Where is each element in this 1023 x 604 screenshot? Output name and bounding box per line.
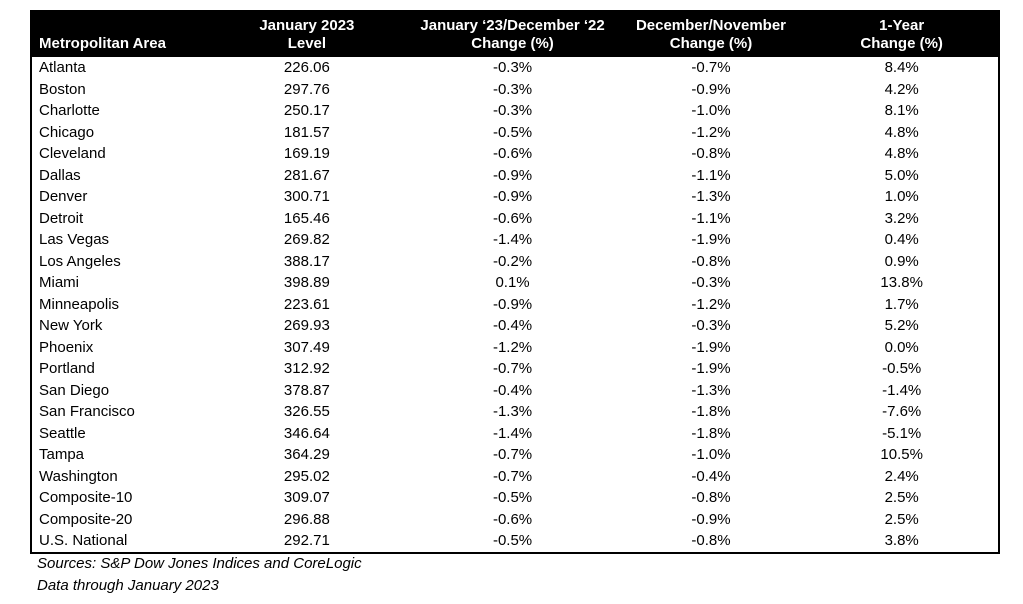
metro-area-cell: San Francisco bbox=[39, 403, 135, 420]
value-cell: 3.8% bbox=[884, 532, 919, 549]
header-label-line1: January ‘23/December ‘22 bbox=[420, 17, 605, 34]
table-row bbox=[31, 294, 999, 316]
value-cell: -0.5% bbox=[492, 532, 533, 549]
value-cell: -1.3% bbox=[691, 188, 731, 205]
table-row bbox=[31, 79, 999, 101]
table-row bbox=[31, 165, 999, 187]
value-cell: -0.5% bbox=[492, 123, 533, 141]
value-cell: 309.07 bbox=[283, 489, 330, 506]
value-cell: 269.93 bbox=[283, 317, 330, 334]
value-cell: 312.92 bbox=[283, 360, 330, 377]
value-cell: -1.4% bbox=[492, 424, 533, 442]
metro-area-cell: Denver bbox=[39, 188, 88, 205]
table-row bbox=[31, 530, 999, 553]
value-cell: -0.6% bbox=[492, 209, 533, 227]
table-row bbox=[31, 208, 999, 230]
header-dec-nov-change bbox=[617, 11, 806, 57]
value-cell: 1.0% bbox=[884, 188, 919, 205]
value-cell: -0.6% bbox=[492, 145, 533, 162]
value-cell: -0.4% bbox=[492, 381, 533, 399]
value-cell: 169.19 bbox=[283, 145, 330, 162]
value-cell: -0.7% bbox=[691, 59, 731, 76]
value-cell: 0.1% bbox=[495, 274, 530, 291]
value-cell: 364.29 bbox=[283, 446, 330, 463]
value-cell: -1.8% bbox=[691, 403, 731, 420]
value-cell: -0.8% bbox=[691, 489, 731, 506]
value-cell: 165.46 bbox=[283, 209, 330, 227]
value-cell: 269.82 bbox=[283, 231, 330, 248]
table-row bbox=[31, 358, 999, 380]
value-cell: 307.49 bbox=[283, 338, 330, 356]
header-label-line2: Change (%) bbox=[860, 35, 943, 52]
value-cell: -0.6% bbox=[492, 510, 533, 528]
header-label-line2: Level bbox=[287, 35, 327, 52]
value-cell: 0.4% bbox=[884, 231, 919, 248]
metro-area-cell: U.S. National bbox=[39, 532, 128, 549]
metro-area-cell: Composite-20 bbox=[39, 510, 133, 528]
value-cell: -0.3% bbox=[691, 317, 731, 334]
header-row bbox=[31, 11, 999, 57]
table-row bbox=[31, 57, 999, 79]
metro-area-cell: Los Angeles bbox=[39, 252, 121, 270]
table-row bbox=[31, 251, 999, 273]
value-cell: 4.2% bbox=[884, 80, 919, 98]
metro-area-cell: Phoenix bbox=[39, 338, 94, 356]
table-header bbox=[31, 11, 999, 57]
footnotes bbox=[37, 553, 362, 597]
metro-area-cell: Composite-10 bbox=[39, 489, 133, 506]
table-body bbox=[31, 57, 999, 553]
value-cell: 2.5% bbox=[884, 510, 919, 528]
value-cell: 388.17 bbox=[283, 252, 330, 270]
value-cell: -0.3% bbox=[492, 80, 533, 98]
table-row bbox=[31, 272, 999, 294]
metro-area-cell: Tampa bbox=[39, 446, 85, 463]
value-cell: 4.8% bbox=[884, 123, 919, 141]
table-row bbox=[31, 100, 999, 122]
value-cell: -1.9% bbox=[691, 231, 731, 248]
header-label: Metropolitan Area bbox=[39, 35, 166, 52]
value-cell: 2.4% bbox=[884, 467, 919, 485]
header-label-line2: Change (%) bbox=[669, 35, 753, 52]
table-row bbox=[31, 186, 999, 208]
value-cell: 378.87 bbox=[283, 381, 330, 399]
value-cell: 250.17 bbox=[283, 102, 330, 119]
value-cell: -0.8% bbox=[691, 532, 731, 549]
value-cell: -7.6% bbox=[882, 403, 922, 420]
value-cell: -0.3% bbox=[492, 102, 533, 119]
metro-area-cell: Dallas bbox=[39, 166, 81, 184]
value-cell: 5.2% bbox=[884, 317, 919, 334]
table-row bbox=[31, 337, 999, 359]
table-row bbox=[31, 423, 999, 445]
value-cell: -5.1% bbox=[882, 424, 922, 442]
table-row bbox=[31, 401, 999, 423]
value-cell: -0.9% bbox=[492, 188, 533, 205]
metro-area-cell: New York bbox=[39, 317, 103, 334]
value-cell: -0.2% bbox=[492, 252, 533, 270]
metro-area-cell: Atlanta bbox=[39, 59, 86, 76]
value-cell: 13.8% bbox=[880, 274, 923, 291]
value-cell: 300.71 bbox=[283, 188, 330, 205]
header-label-line2: Change (%) bbox=[471, 35, 554, 52]
value-cell: 3.2% bbox=[884, 209, 919, 227]
value-cell: -1.2% bbox=[492, 338, 533, 356]
metro-area-cell: Cleveland bbox=[39, 145, 106, 162]
value-cell: -1.9% bbox=[691, 338, 731, 356]
metro-area-cell: Chicago bbox=[39, 123, 95, 141]
value-cell: -0.9% bbox=[691, 510, 731, 528]
table-row bbox=[31, 380, 999, 402]
value-cell: 398.89 bbox=[283, 274, 330, 291]
metro-area-cell: San Diego bbox=[39, 381, 110, 399]
value-cell: -0.7% bbox=[492, 467, 533, 485]
value-cell: 5.0% bbox=[884, 166, 919, 184]
value-cell: 4.8% bbox=[884, 145, 919, 162]
table-row bbox=[31, 315, 999, 337]
metro-area-cell: Minneapolis bbox=[39, 295, 120, 313]
header-jan-dec-change bbox=[409, 11, 617, 57]
value-cell: -1.3% bbox=[691, 381, 731, 399]
value-cell: -0.7% bbox=[492, 360, 533, 377]
value-cell: -1.4% bbox=[882, 381, 922, 399]
value-cell: -0.9% bbox=[492, 166, 533, 184]
metro-area-cell: Seattle bbox=[39, 424, 86, 442]
value-cell: -1.2% bbox=[691, 295, 731, 313]
table-row bbox=[31, 143, 999, 165]
value-cell: 8.1% bbox=[884, 102, 919, 119]
value-cell: -1.1% bbox=[691, 166, 731, 184]
value-cell: 10.5% bbox=[880, 446, 923, 463]
header-january-2023-level bbox=[205, 11, 408, 57]
value-cell: -1.2% bbox=[691, 123, 731, 141]
value-cell: 226.06 bbox=[283, 59, 330, 76]
value-cell: 1.7% bbox=[884, 295, 919, 313]
value-cell: -0.4% bbox=[492, 317, 533, 334]
value-cell: 0.9% bbox=[884, 252, 919, 270]
metro-area-cell: Charlotte bbox=[39, 102, 100, 119]
value-cell: -0.5% bbox=[882, 360, 922, 377]
value-cell: -0.8% bbox=[691, 252, 731, 270]
table-row bbox=[31, 509, 999, 531]
metro-area-cell: Boston bbox=[39, 80, 86, 98]
value-cell: 281.67 bbox=[283, 166, 330, 184]
value-cell: -0.3% bbox=[691, 274, 731, 291]
value-cell: -0.5% bbox=[492, 489, 533, 506]
value-cell: -1.3% bbox=[492, 403, 533, 420]
metro-area-cell: Detroit bbox=[39, 209, 84, 227]
header-1-year-change bbox=[805, 11, 999, 57]
value-cell: 8.4% bbox=[884, 59, 919, 76]
value-cell: 297.76 bbox=[283, 80, 330, 98]
metro-area-cell: Las Vegas bbox=[39, 231, 110, 248]
value-cell: 181.57 bbox=[283, 123, 330, 141]
metro-area-cell: Miami bbox=[39, 274, 79, 291]
header-metropolitan-area bbox=[31, 11, 205, 57]
header-label-line1: January 2023 bbox=[259, 17, 355, 34]
value-cell: -0.8% bbox=[691, 145, 731, 162]
value-cell: -1.0% bbox=[691, 446, 731, 463]
value-cell: 295.02 bbox=[283, 467, 330, 485]
value-cell: -0.9% bbox=[492, 295, 533, 313]
table-row bbox=[31, 122, 999, 144]
table-row bbox=[31, 487, 999, 509]
metro-area-cell: Portland bbox=[39, 360, 95, 377]
value-cell: -0.3% bbox=[492, 59, 533, 76]
table-row bbox=[31, 444, 999, 466]
value-cell: -0.7% bbox=[492, 446, 533, 463]
value-cell: 346.64 bbox=[283, 424, 330, 442]
value-cell: -0.9% bbox=[691, 80, 731, 98]
value-cell: -1.9% bbox=[691, 360, 731, 377]
value-cell: 0.0% bbox=[884, 338, 919, 356]
source-note: Sources: S&P Dow Jones Indices and CoreLogic bbox=[37, 555, 362, 572]
metro-price-index-table bbox=[30, 10, 1000, 554]
data-through-note: Data through January 2023 bbox=[37, 577, 219, 594]
value-cell: 292.71 bbox=[283, 532, 330, 549]
header-label-line1: December/November bbox=[635, 17, 787, 34]
table-row bbox=[31, 229, 999, 251]
value-cell: 2.5% bbox=[884, 489, 919, 506]
table-row bbox=[31, 466, 999, 488]
value-cell: -1.8% bbox=[691, 424, 731, 442]
value-cell: -1.1% bbox=[691, 209, 731, 227]
value-cell: 326.55 bbox=[283, 403, 330, 420]
metro-area-cell: Washington bbox=[39, 467, 118, 485]
value-cell: 223.61 bbox=[283, 295, 330, 313]
value-cell: 296.88 bbox=[283, 510, 330, 528]
value-cell: -0.4% bbox=[691, 467, 731, 485]
value-cell: -1.4% bbox=[492, 231, 533, 248]
header-label-line1: 1-Year bbox=[879, 17, 925, 34]
value-cell: -1.0% bbox=[691, 102, 731, 119]
